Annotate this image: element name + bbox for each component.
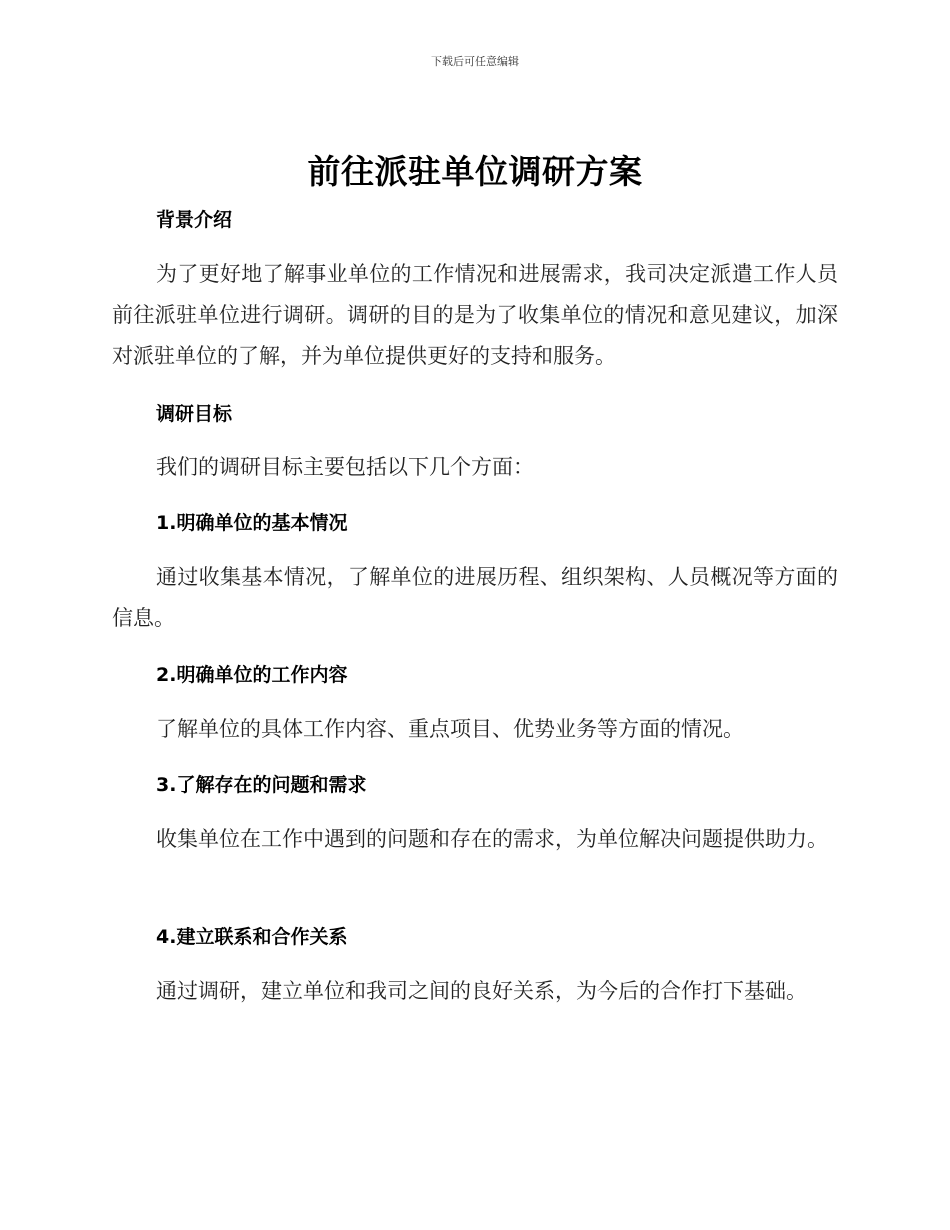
subheading-goal-2: 2.明确单位的工作内容 bbox=[156, 664, 348, 686]
paragraph-goal-3: 收集单位在工作中遇到的问题和存在的需求，为单位解决问题提供助力。 bbox=[156, 827, 828, 851]
document-title: 前往派驻单位调研方案 bbox=[307, 152, 643, 191]
subheading-goal-4: 4.建立联系和合作关系 bbox=[156, 926, 348, 948]
paragraph-goal-4: 通过调研，建立单位和我司之间的良好关系，为今后的合作打下基础。 bbox=[156, 979, 807, 1003]
paragraph-goal-1: 通过收集基本情况，了解单位的进展历程、组织架构、人员概况等方面的信息。 bbox=[112, 565, 838, 630]
subheading-goal-3: 3.了解存在的问题和需求 bbox=[156, 774, 367, 796]
paragraph-background: 为了更好地了解事业单位的工作情况和进展需求，我司决定派遣工作人员前往派驻单位进行调研。调研的目的是为了收集单位的情况和意见建议，加深对派驻单位的了解，并为单位提供更好的支持和服务。 bbox=[112, 262, 838, 368]
paragraph-goals-intro: 我们的调研目标主要包括以下几个方面： bbox=[156, 455, 534, 479]
page-header-note: 下载后可任意编辑 bbox=[431, 55, 519, 68]
section-heading-background: 背景介绍 bbox=[156, 209, 233, 231]
subheading-goal-1: 1.明确单位的基本情况 bbox=[156, 512, 348, 534]
section-heading-goals: 调研目标 bbox=[156, 403, 233, 425]
paragraph-goal-2: 了解单位的具体工作内容、重点项目、优势业务等方面的情况。 bbox=[156, 717, 744, 741]
